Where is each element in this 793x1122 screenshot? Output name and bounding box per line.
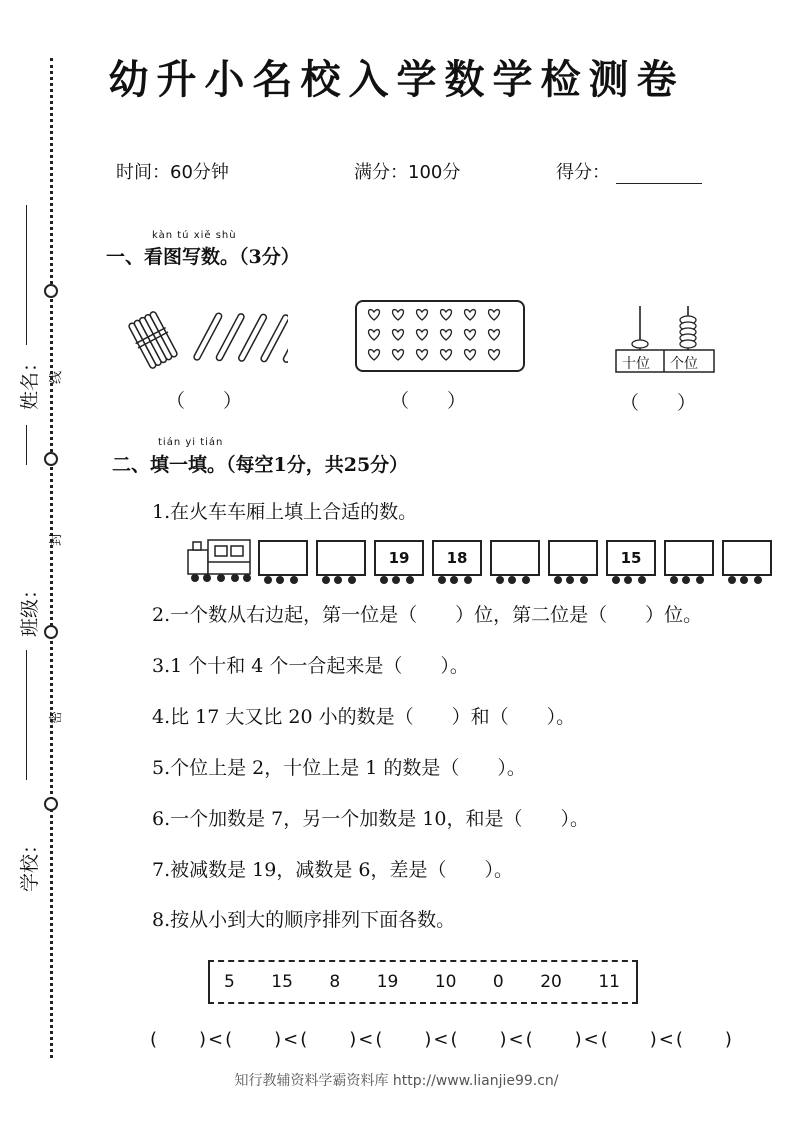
wheel-icon	[566, 576, 574, 584]
name-field-line-lower[interactable]	[26, 425, 27, 465]
number-strip-values	[224, 972, 620, 992]
hearts-illustration	[362, 304, 516, 366]
heart-icon	[465, 330, 476, 340]
wheel-icon	[522, 576, 530, 584]
wheel-icon	[380, 576, 388, 584]
wheel-icon	[638, 576, 646, 584]
binding-circle	[44, 797, 58, 811]
wheel-icon	[334, 576, 342, 584]
wheel-icon	[392, 576, 400, 584]
heart-icon	[489, 330, 500, 340]
wheel-icon	[740, 576, 748, 584]
class-label: 班级：	[19, 579, 42, 638]
section1-pinyin: kàn tú xiě shù	[152, 230, 237, 241]
heart-icon	[369, 330, 380, 340]
section2-pinyin: tián yi tián	[158, 437, 224, 448]
strip-number: 19	[376, 972, 399, 992]
wheel-icon	[290, 576, 298, 584]
binding-secret-char: 密	[49, 710, 65, 725]
answer-blank-sticks[interactable]: （ ）	[166, 390, 243, 412]
strip-number: 8	[329, 972, 341, 992]
train-car[interactable]	[722, 540, 772, 576]
school-label: 学校：	[19, 834, 42, 893]
train-car-number[interactable]: 18	[432, 540, 482, 576]
score-blank[interactable]	[616, 165, 702, 184]
page-title: 幼升小名校入学数学检测卷	[108, 57, 685, 103]
question-3[interactable]: 3.1 个十和 4 个一合起来是（ ）。	[152, 655, 469, 677]
train-car[interactable]	[258, 540, 308, 576]
train-car[interactable]	[490, 540, 540, 576]
train-car-number[interactable]	[548, 540, 598, 576]
train-car-number[interactable]	[258, 540, 308, 576]
question-8: 8.按从小到大的顺序排列下面各数。	[152, 909, 456, 931]
wheel-icon	[322, 576, 330, 584]
heart-icon	[417, 350, 428, 360]
binding-circle	[44, 452, 58, 466]
strip-number: 15	[271, 972, 293, 992]
wheel-icon	[624, 576, 632, 584]
strip-number: 11	[598, 972, 620, 992]
wheel-icon	[696, 576, 704, 584]
name-label: 姓名：	[19, 352, 42, 411]
train-car[interactable]	[606, 540, 656, 576]
class-field-line[interactable]	[26, 650, 27, 780]
question-2[interactable]: 2.一个数从右边起，第一位是（ ）位，第二位是（ ）位。	[152, 604, 703, 626]
abacus-ones-label: 个位	[670, 356, 698, 372]
wheel-icon	[508, 576, 516, 584]
train-car[interactable]	[316, 540, 366, 576]
train-car[interactable]	[432, 540, 482, 576]
heart-icon	[441, 330, 452, 340]
wheel-icon	[496, 576, 504, 584]
wheel-icon	[264, 576, 272, 584]
train-engine-icon	[185, 536, 253, 584]
train-car-number[interactable]: 15	[606, 540, 656, 576]
wheel-icon	[554, 576, 562, 584]
binding-circle	[44, 625, 58, 639]
wheel-icon	[348, 576, 356, 584]
section2-title: 二、填一填。（每空1分，共25分）	[112, 454, 409, 476]
heart-icon	[369, 350, 380, 360]
answer-blank-abacus[interactable]: （ ）	[620, 392, 697, 414]
binding-seal-char: 封	[49, 532, 65, 547]
train-car-number[interactable]	[490, 540, 540, 576]
score-label: 得分：	[556, 162, 610, 183]
strip-number: 20	[540, 972, 562, 992]
heart-icon	[489, 310, 500, 320]
binding-line-char: 线	[49, 370, 65, 385]
strip-number: 0	[492, 972, 504, 992]
wheel-icon	[580, 576, 588, 584]
train-car[interactable]	[548, 540, 598, 576]
heart-icon	[489, 350, 500, 360]
wheel-icon	[450, 576, 458, 584]
strip-number: 5	[224, 972, 235, 992]
heart-icon	[417, 310, 428, 320]
heart-icon	[465, 350, 476, 360]
question-4[interactable]: 4.比 17 大又比 20 小的数是（ ）和（ ）。	[152, 706, 576, 728]
wheel-icon	[682, 576, 690, 584]
wheel-icon	[728, 576, 736, 584]
question-6[interactable]: 6.一个加数是 7，另一个加数是 10，和是（ ）。	[152, 808, 589, 830]
wheel-icon	[670, 576, 678, 584]
wheel-icon	[464, 576, 472, 584]
binding-circle	[44, 284, 58, 298]
question-7[interactable]: 7.被减数是 19，减数是 6，差是（ ）。	[152, 859, 513, 881]
abacus-tens-label: 十位	[622, 356, 650, 372]
train-car-number[interactable]: 19	[374, 540, 424, 576]
heart-icon	[441, 310, 452, 320]
footer-source: 知行教辅资料学霸资料库 http://www.lianjie99.cn/	[234, 1073, 559, 1089]
heart-icon	[393, 310, 404, 320]
train-car[interactable]	[664, 540, 714, 576]
heart-icon	[465, 310, 476, 320]
wheel-icon	[276, 576, 284, 584]
question-1: 1.在火车车厢上填上合适的数。	[152, 501, 418, 523]
name-field-line[interactable]	[26, 205, 27, 345]
heart-icon	[393, 330, 404, 340]
heart-icon	[441, 350, 452, 360]
heart-icon	[369, 310, 380, 320]
strip-number: 10	[434, 972, 457, 992]
heart-icon	[417, 330, 428, 340]
binding-dotted-line	[50, 58, 53, 1058]
answer-blank-hearts[interactable]: （ ）	[390, 390, 467, 412]
train-car[interactable]	[374, 540, 424, 576]
sticks-illustration	[128, 310, 288, 372]
section1-title: 一、看图写数。（3分）	[106, 246, 300, 268]
question-5[interactable]: 5.个位上是 2，十位上是 1 的数是（ ）。	[152, 757, 526, 779]
full-score-info: 满分：100分	[354, 162, 461, 183]
wheel-icon	[406, 576, 414, 584]
order-answer-row[interactable]: ( )<( )<( )<( )<( )<( )<( )<( )	[150, 1029, 734, 1050]
train-cars	[258, 540, 718, 586]
wheel-icon	[612, 576, 620, 584]
train-car-number[interactable]	[316, 540, 366, 576]
wheel-icon	[438, 576, 446, 584]
time-info: 时间：60分钟	[116, 162, 229, 183]
heart-icon	[393, 350, 404, 360]
train-car-number[interactable]	[664, 540, 714, 576]
score-field[interactable]	[556, 158, 702, 184]
wheel-icon	[754, 576, 762, 584]
train-car-number[interactable]	[722, 540, 772, 576]
